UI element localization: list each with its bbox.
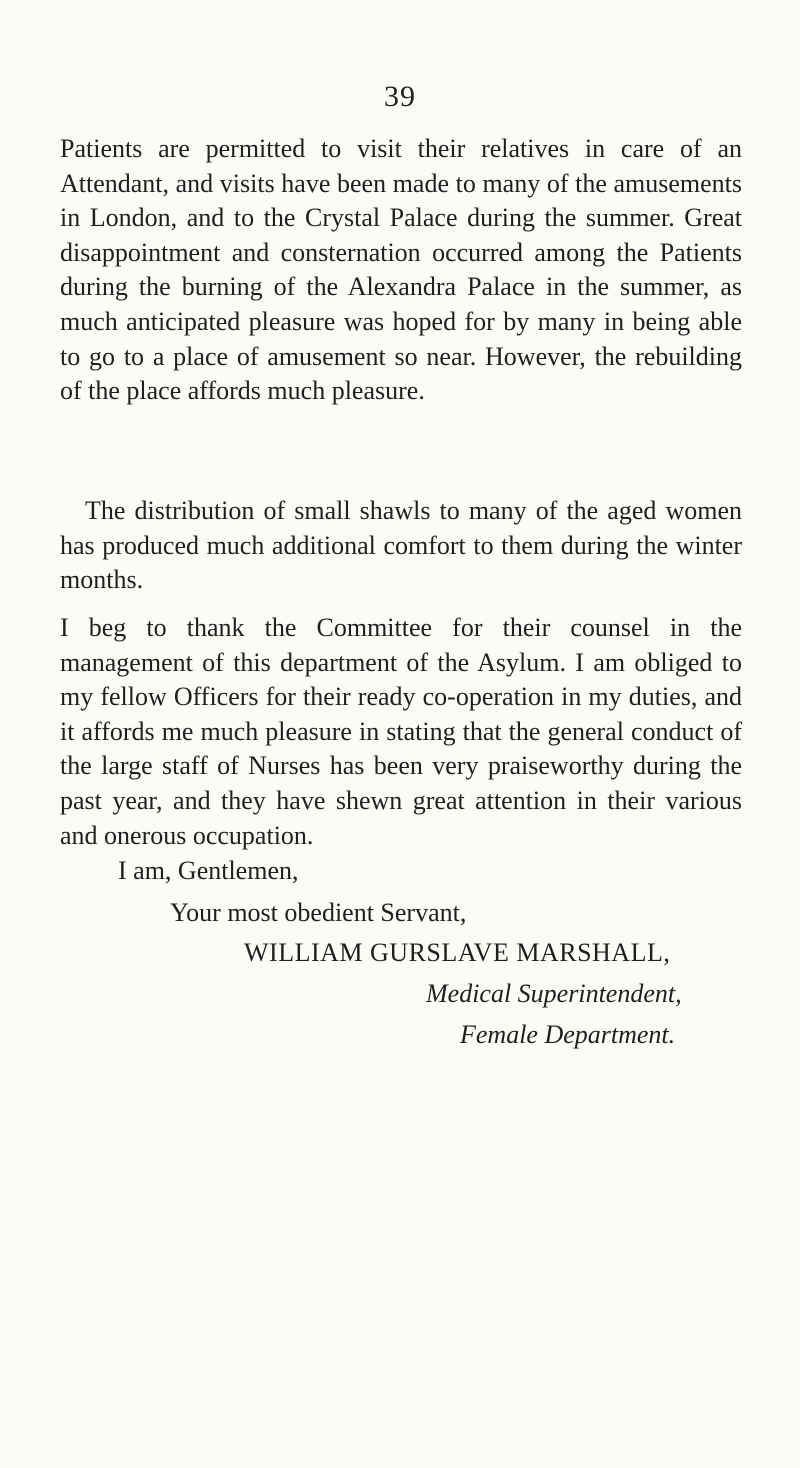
- signature-name: WILLIAM GURSLAVE MARSHALL,: [244, 938, 671, 967]
- closing-servant: Your most obedient Servant,: [170, 898, 467, 927]
- paragraph-thanks: I beg to thank the Committee for their counsel in the management of this department of the Asylum. I am obliged to my fellow Officers for their ready co-operation in my duties, and it affords me much pleasure in stating that the general conduct of the large staff of Nurses has been very praiseworthy during the past year, and they have shewn great attention in their various and onerous occupation.: [60, 613, 742, 850]
- paragraph-shawls: The distribution of small shawls to many of the aged women has produced much additional comfort to them during the winter months.: [60, 496, 742, 595]
- closing-salutation: I am, Gentlemen,: [118, 856, 299, 885]
- signature-title-line1: Medical Superintendent,: [426, 979, 682, 1008]
- signature-title-line2: Female Department.: [460, 1020, 676, 1049]
- page-number: 39: [384, 80, 416, 113]
- paragraph-visits: Patients are permitted to visit their relatives in care of an Attendant, and visits have been made to many of the amusements in London, and to the Crystal Palace during the summer. Great disappointment and consternation occurred among the Patients during the burning of the Alexandra Palace in the summer, as much anticipated pleasure was hoped for by many in being able to go to a place of amusement so near. However, the rebuilding of the place affords much pleasure.: [60, 134, 742, 406]
